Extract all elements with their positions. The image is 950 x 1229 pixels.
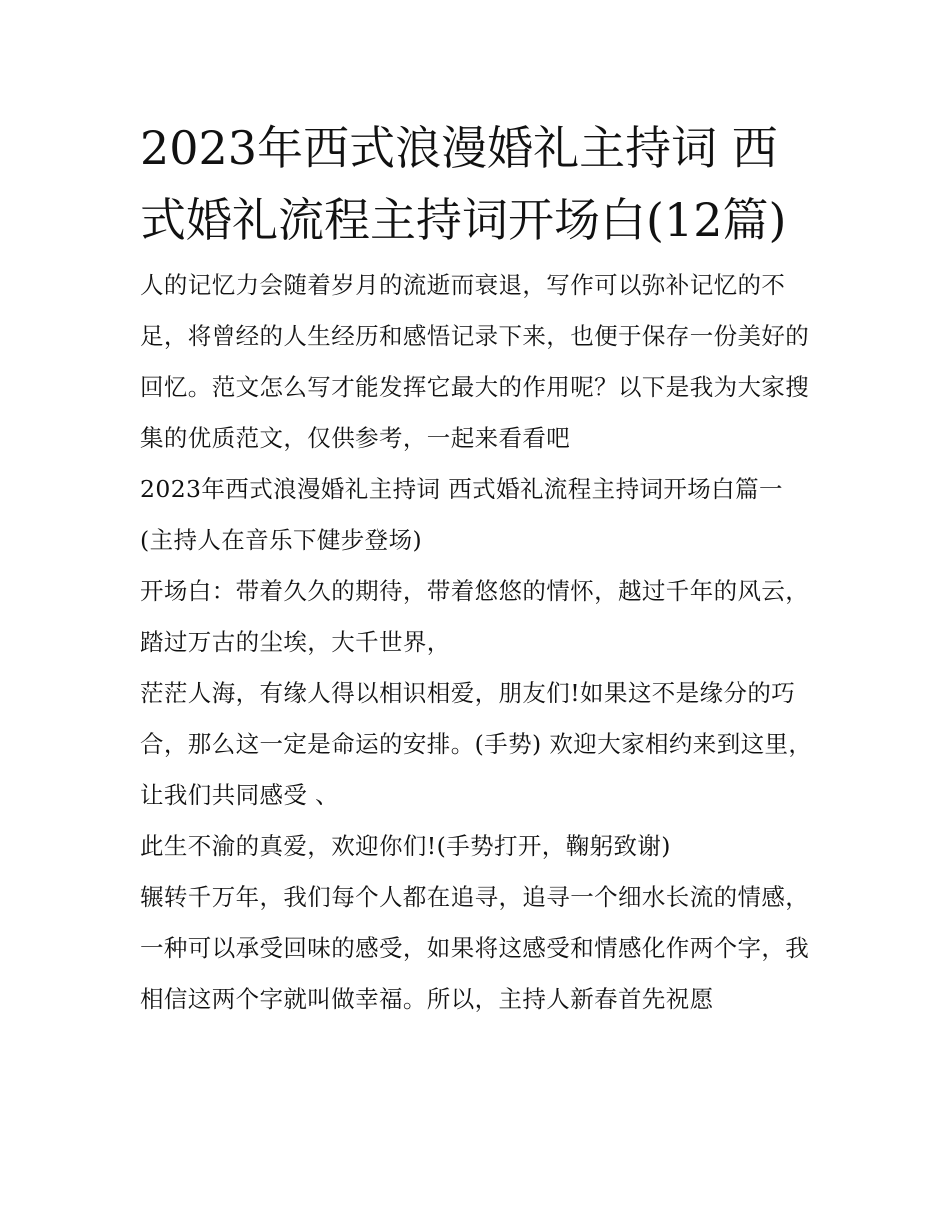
document-page: [140, 112, 820, 1025]
section-heading: 2023年西式浪漫婚礼主持词 西式婚礼流程主持词开场白篇一: [140, 475, 783, 503]
stage-direction: (主持人在音乐下健步登场): [140, 526, 423, 554]
body-paragraph: 辗转千万年，我们每个人都在追寻，追寻一个细水长流的情感，一种可以承受回味的感受，如果将这感受和情感化作两个字，我相信这两个字就叫做幸福。所以，主持人新春首先祝愿: [140, 883, 810, 1013]
document-title: 2023年西式浪漫婚礼主持词 西式婚礼流程主持词开场白(12篇): [140, 121, 787, 247]
intro-paragraph: 人的记忆力会随着岁月的流逝而衰退，写作可以弥补记忆的不足，将曾经的人生经历和感悟记录下来，也便于保存一份美好的回忆。范文怎么写才能发挥它最大的作用呢？以下是我为大家搜集的优质范文，仅供参考，一起来看看吧: [140, 271, 810, 452]
body-paragraph: 茫茫人海，有缘人得以相识相爱，朋友们!如果这不是缘分的巧合，那么这一定是命运的安排。(手势) 欢迎大家相约来到这里，让我们共同感受 、: [140, 679, 813, 809]
opening-paragraph: 开场白：带着久久的期待，带着悠悠的情怀，越过千年的风云，踏过万古的尘埃，大千世界，: [140, 577, 810, 656]
body-paragraph: 此生不渝的真爱，欢迎你们!(手势打开，鞠躬致谢): [140, 832, 671, 860]
